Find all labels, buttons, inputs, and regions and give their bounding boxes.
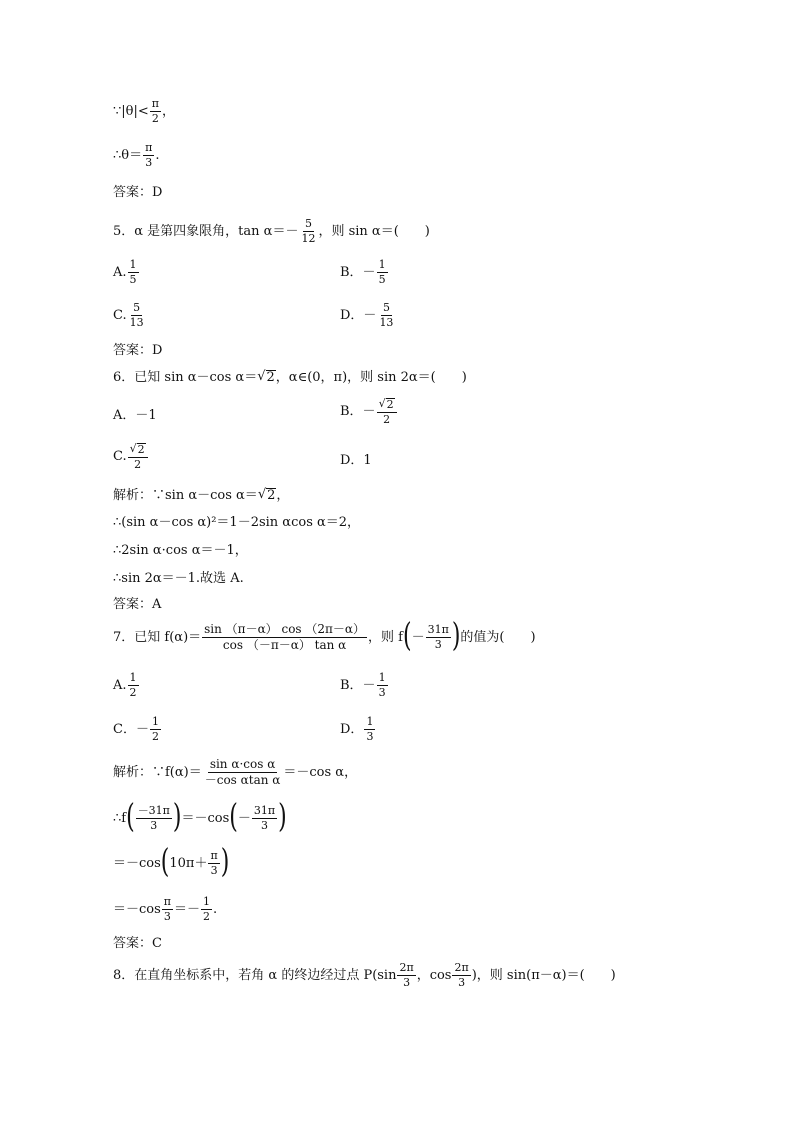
solution-7-line2: ∴f ( $\frac{-31\pi}{3}$ ) ＝－cos ( － $\frac{31\pi}{3}$ ) [113, 798, 287, 837]
solution-7-line4: ＝－cos $\frac{\pi}{3}$ ＝－ $\frac{1}{2}$ . [113, 895, 218, 923]
solution-7-line3: ＝－cos ( 10π＋ $\frac{\pi}{3}$ ) [113, 843, 230, 882]
answer-5: 答案：D [113, 343, 163, 358]
answer-6: 答案：A [113, 597, 162, 612]
question-8: 8．在直角坐标系中，若角 α 的终边经过点 P(sin $\frac{2\pi}{3}$ ，cos $\frac{2\pi}{3}$ )，则 sin(π－α)＝( ) [113, 961, 616, 989]
question-5: 5．α 是第四象限角，tan α＝－ $\frac{5}{12}$ ，则 sin α＝( ) [113, 217, 430, 245]
option-5c: C. $\frac{5}{13}$ [113, 301, 144, 329]
text: ∵|θ|< [113, 103, 149, 119]
answer-7: 答案：C [113, 936, 162, 951]
solution-6-line3: ∴2sin α·cos α＝－1， [113, 543, 248, 558]
option-7c: C．－ $\frac{1}{2}$ [113, 715, 159, 743]
option-5a: A. $\frac{1}{5}$ [113, 258, 137, 286]
option-6b: B．－ √ 2 2 [340, 398, 398, 426]
solution-line-theta-bound: ∵|θ|< $\frac{\pi}{2}$ ， [113, 97, 175, 125]
solution-6-line2: ∴(sin α－cos α)²＝1－2sin αcos α＝2， [113, 515, 361, 530]
question-6: 6．已知 sin α－cos α＝ √ 2 ，α∈(0，π)，则 sin 2α＝( ) [113, 369, 467, 386]
solution-6-line4: ∴sin 2α＝－1.故选 A. [113, 571, 244, 586]
option-7d: D． $\frac{1}{3}$ [340, 715, 374, 743]
solution-6-line1: 解析：∵sin α－cos α＝ √ 2 ， [113, 487, 290, 504]
fraction: $\frac{\pi}{3}$ [145, 141, 153, 169]
solution-line-theta-value: ∴θ＝ $\frac{\pi}{3}$ . [113, 141, 160, 169]
solution-7-line1: 解析：∵f(α)＝ $\frac{\text{sin α·cos α}}{\text{－cos αtan α}}$ ＝－cos α， [113, 757, 358, 787]
option-5b: B．－ $\frac{1}{5}$ [340, 258, 386, 286]
option-7a: A. $\frac{1}{2}$ [113, 671, 137, 699]
option-6a: A．－1 [113, 408, 157, 423]
option-5d: D．－ $\frac{5}{13}$ [340, 301, 394, 329]
answer-4: 答案：D [113, 185, 163, 200]
sqrt: √ 2 [257, 369, 275, 385]
question-7: 7．已知 f(α)＝ $\frac{\sin (\pi-\alpha) \cos (2\pi-\alpha)}{\text{cos （－π－α） tan α}}$ ，则 f ( － $\frac{31\pi}{3}$ ) 的值为( ) [113, 617, 536, 656]
fraction: $\frac{\pi}{2}$ [151, 97, 159, 125]
option-6d: D．1 [340, 453, 372, 468]
option-7b: B．－ $\frac{1}{3}$ [340, 671, 386, 699]
option-6c: C. √ 2 2 [113, 443, 149, 471]
